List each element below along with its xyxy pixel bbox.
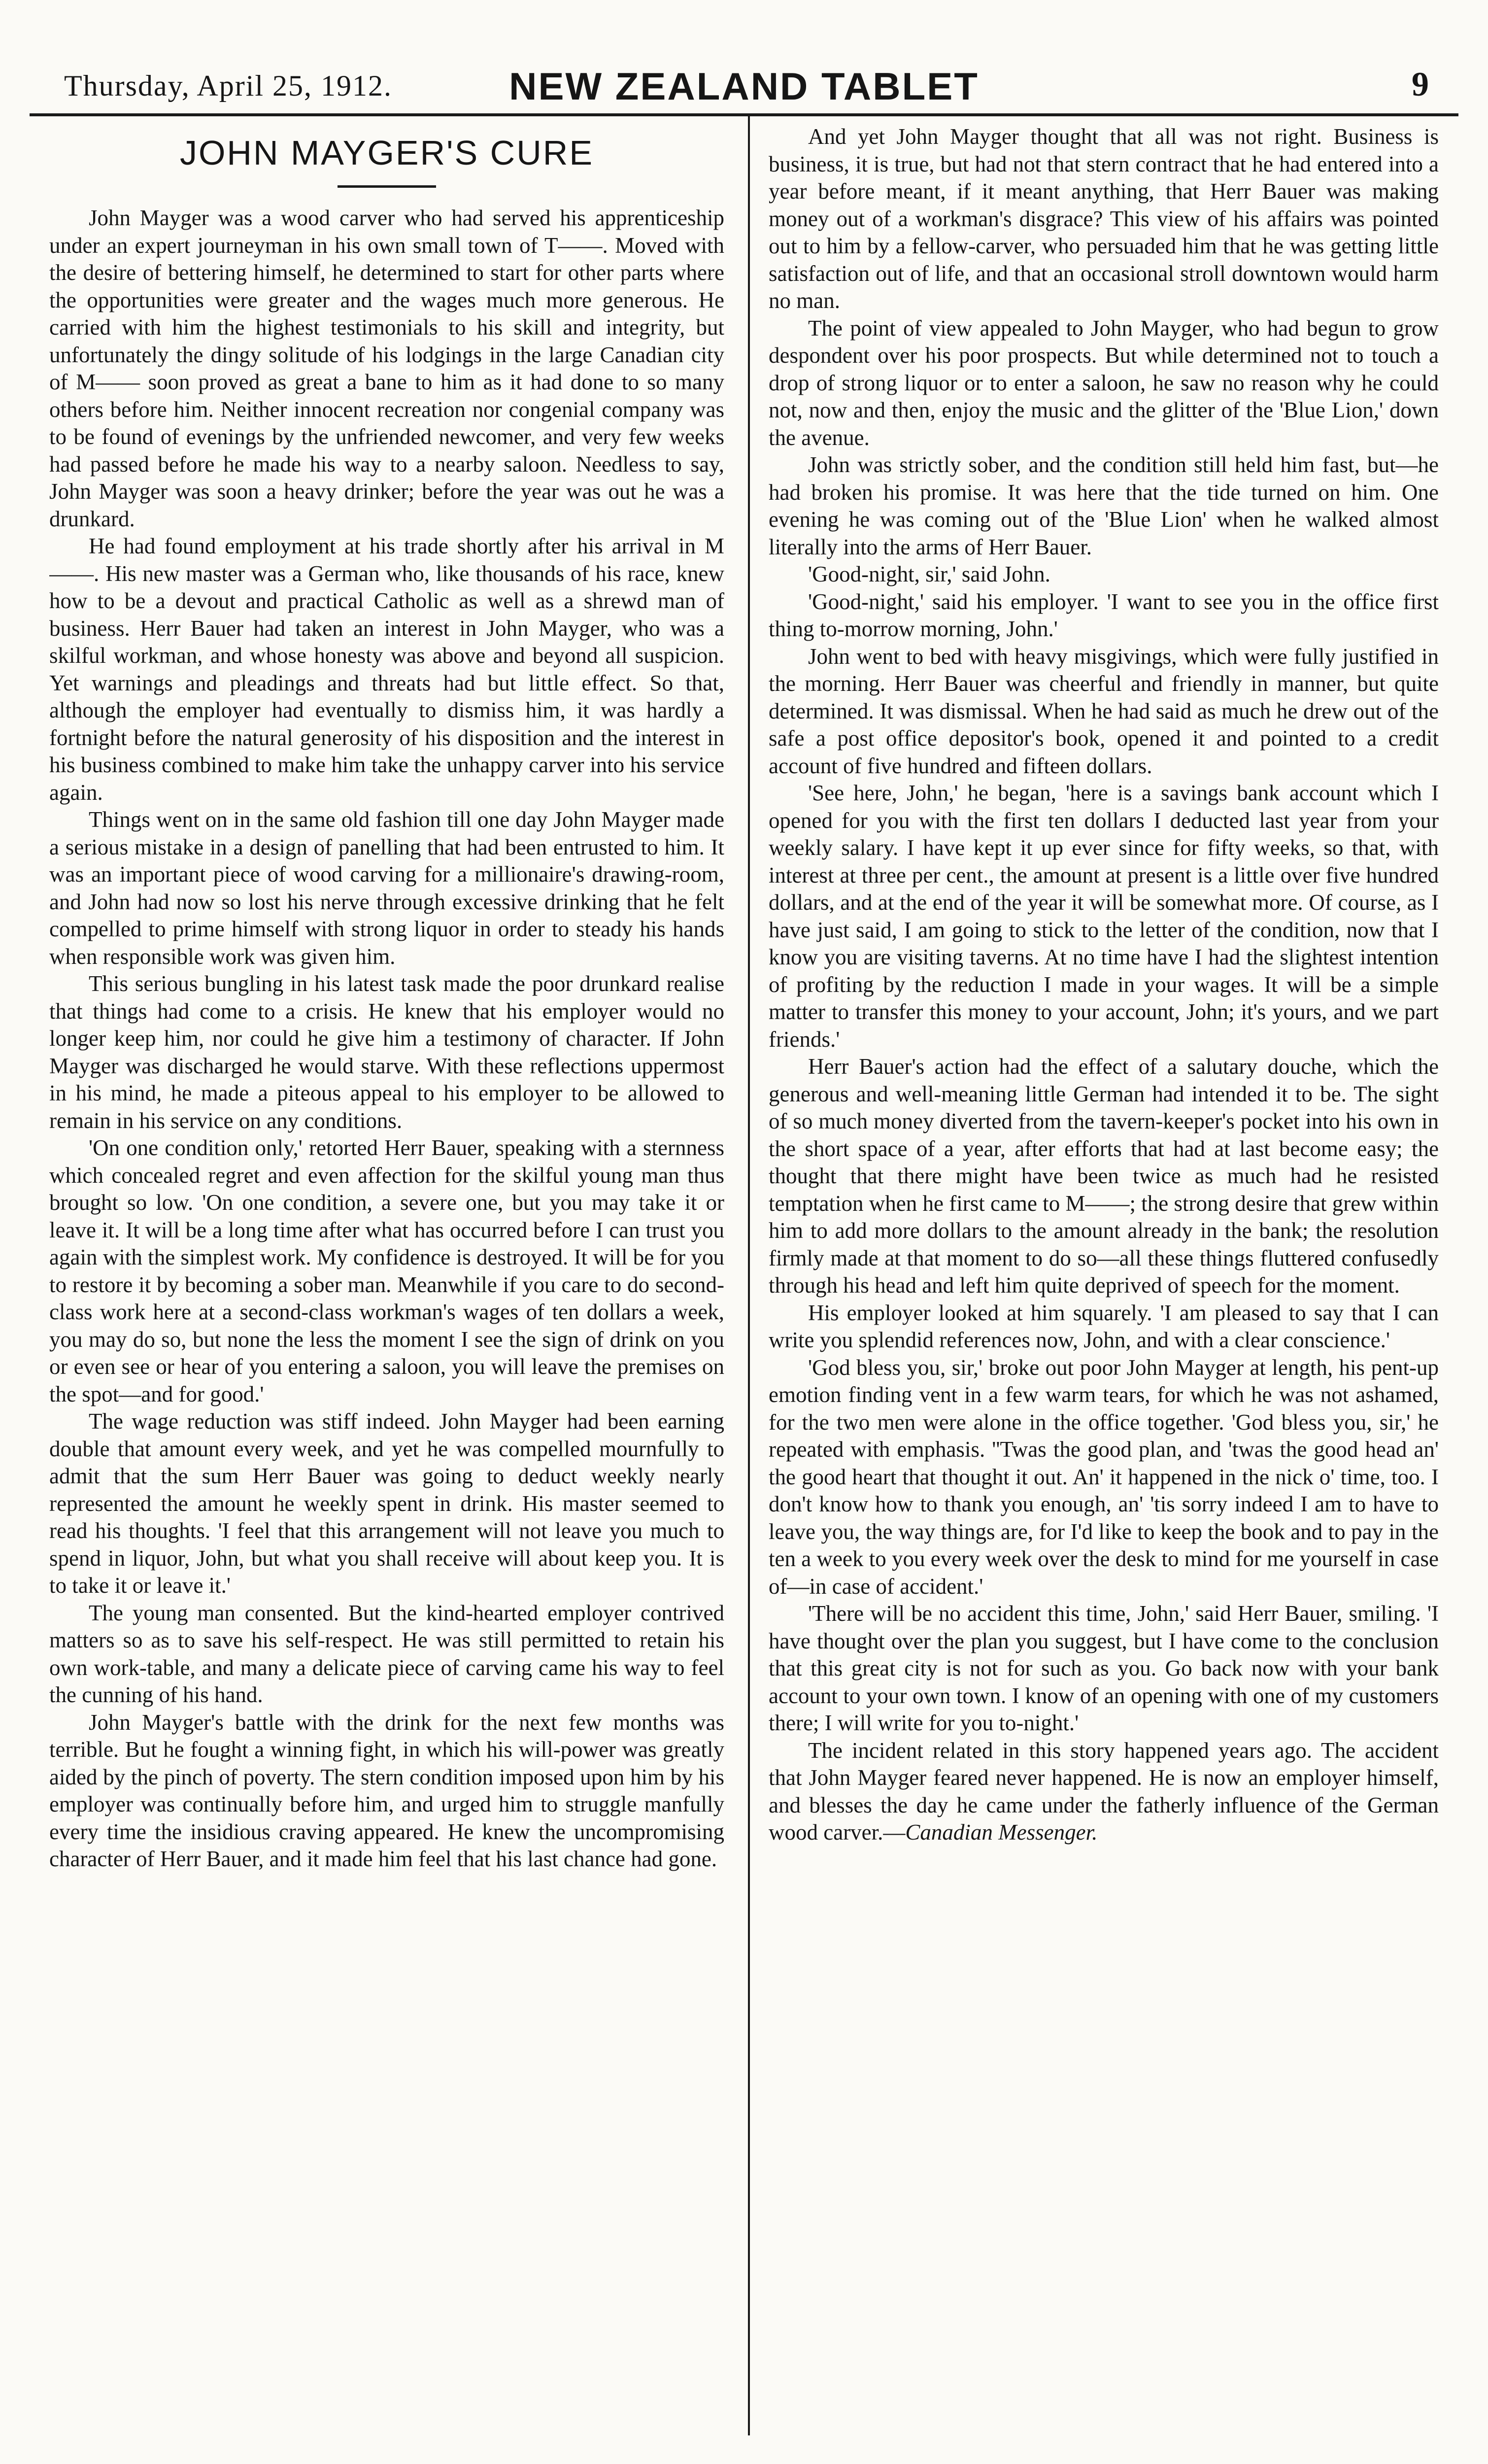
paragraph: His employer looked at him squarely. 'I am pleased to say that I can write you splendid references now, John, and with a clear conscience.' (769, 1300, 1439, 1352)
paragraph: John was strictly sober, and the condition still held him fast, but—he had broken his promise. It was here that the tide turned on him. One evening he was coming out of the 'Blue Lion' when he walked almost literally into the arms of Herr Bauer. (769, 452, 1439, 559)
paragraph: The point of view appealed to John Mayger, who had begun to grow despondent over his poor prospects. But while determined not to touch a drop of strong liquor or to enter a saloon, he saw no reason why he could not, now and then, enjoy the music and the glitter of the 'Blue Lion,' down the avenue. (769, 315, 1439, 450)
source-credit: Canadian Messenger. (905, 1820, 1098, 1845)
paragraph: He had found employment at his trade shortly after his arrival in M——. His new master was a German who, like thousands of his race, knew how to be a devout and practical Catholic as well as a shrewd man of business. Herr Bauer had taken an interest in John Mayger, who was a skilful workman, and whose honesty was above and beyond all suspicion. Yet warnings and pleadings and threats had but little effect. So that, although the employer had eventually to dismiss him, it was hardly a fortnight before the natural generosity of his disposition and the interest in his business combined to make him take the unhappy carver into his service again. (49, 534, 724, 805)
paragraph: Herr Bauer's action had the effect of a salutary douche, which the generous and well-meaning little German had intended it to be. The sight of so much money diverted from the tavern-keeper's pocket into his own in the short space of a year, after efforts that had at last become easy; the thought that there might have been twice as much had he resisted temptation when he first came to M——; the strong desire that grew within him to add more dollars to the amount already in the bank; the resolution firmly made at that moment to do so—all these things fluttered confusedly through his head and left him quite deprived of speech for the moment. (769, 1054, 1439, 1298)
article-title: JOHN MAYGER'S CURE (179, 134, 594, 172)
paragraph: 'See here, John,' he began, 'here is a savings bank account which I opened for you with the first ten dollars I deducted last year from your weekly salary. I have kept it up ever since for fifty weeks, so that, with interest at three per cent., the amount at present is a little over five hundred dollars, and at the end of the year it will be somewhat more. Of course, as I have just said, I am going to stick to the letter of the condition, now that I know you are visiting taverns. At no time have I had the slightest intention of profiting by the reduction I made in your wages. It will be a simple matter to transfer this money to your account, John; it's yours, and we part friends.' (769, 781, 1439, 1052)
paragraph: And yet John Mayger thought that all was not right. Business is business, it is true, but had not that stern contract that he had entered into a year before meant, if it meant anything, that Herr Bauer was making money out of a workman's disgrace? This view of his affairs was pointed out to him by a fellow-carver, who persuaded him that he was getting little satisfaction out of life, and that an occasional stroll downtown would harm no man. (769, 124, 1439, 313)
paragraph: Things went on in the same old fashion till one day John Mayger made a serious mistake in a design of panelling that had been entrusted to him. It was an important piece of wood carving for a millionaire's drawing-room, and John had now so lost his nerve through excessive drinking that he felt compelled to prime himself with strong liquor in order to steady his hands when responsible work was given him. (49, 807, 724, 969)
paragraph: This serious bungling in his latest task made the poor drunkard realise that things had come to a crisis. He knew that his employer would no longer keep him, nor could he give him a testimony of character. If John Mayger was discharged he would starve. With these reflections uppermost in his mind, he made a piteous appeal to his employer to be allowed to remain in his service on any conditions. (49, 971, 724, 1133)
paragraph: 'Good-night, sir,' said John. (808, 562, 1050, 586)
left-column (49, 123, 724, 2439)
closing-text: The incident related in this story happened years ago. The accident that John Mayger feared never happened. He is now an employer himself, and blesses the day he came under the fatherly influence of the German wood carver.— (769, 1738, 1439, 1845)
column-divider (748, 114, 750, 2435)
paragraph: 'Good-night,' said his employer. 'I want to see you in the office first thing to-morrow morning, John.' (769, 589, 1439, 641)
masthead: NEW ZEALAND TABLET (509, 65, 979, 108)
paragraph: John Mayger was a wood carver who had served his apprenticeship under an expert journeyman in his own small town of T——. Moved with the desire of bettering himself, he determined to start for other parts where the opportunities were greater and the wages much more generous. He carried with him the highest testimonials to his skill and integrity, but unfortunately the dingy solitude of his lodgings in the large Canadian city of M—— soon proved as great a bane to him as it had done to so many others before him. Neither innocent recreation nor congenial company was to be found of evenings by the unfriended newcomer, and very few weeks had passed before he made his way to a nearby saloon. Needless to say, John Mayger was soon a heavy drinker; before the year was out he was a drunkard. (49, 205, 724, 531)
right-column (769, 123, 1439, 2439)
paragraph: 'There will be no accident this time, John,' said Herr Bauer, smiling. 'I have thought over the plan you suggest, but I have come to the conclusion that this great city is not for such as you. Go back now with your bank account to your own town. I know of an opening with one of my customers there; I will write for you to-night.' (769, 1601, 1439, 1735)
paragraph: The young man consented. But the kind-hearted employer contrived matters so as to save his self-respect. He was still permitted to retain his own work-table, and many a delicate piece of carving came his way to feel the cunning of his hand. (49, 1600, 724, 1707)
paragraph: John went to bed with heavy misgivings, which were fully justified in the morning. Herr Bauer was cheerful and friendly in manner, but quite determined. It was dismissal. When he had said as much he drew out of the safe a post office depositor's book, opened it and pointed to a credit account of five hundred and fifteen dollars. (769, 644, 1439, 778)
issue-date: Thursday, April 25, 1912. (64, 69, 393, 102)
paragraph: 'God bless you, sir,' broke out poor John Mayger at length, his pent-up emotion finding vent in a few warm tears, for which he was not ashamed, for the two men were alone in the office together. 'God bless you, sir,' he repeated with emphasis. ''Twas the good plan, and 'twas the good head an' the good heart that thought it out. An' it happened in the nick o' time, too. I don't know how to thank you enough, an' 'tis sorry indeed I am to have to leave you, the way things are, for I'd like to keep the book and to pay in the ten a week to you every week over the desk to mind for me yourself in case of—in case of accident.' (769, 1355, 1439, 1599)
page-number: 9 (1412, 66, 1429, 103)
paragraph: The wage reduction was stiff indeed. John Mayger had been earning double that amount every week, and yet he was compelled mournfully to admit that the sum Herr Bauer was going to deduct weekly nearly represented the amount he weekly spent in drink. His master seemed to read his thoughts. 'I feel that this arrangement will not leave you much to spend in liquor, John, but what you shall receive will about keep you. It is to take it or leave it.' (49, 1409, 724, 1598)
closing-paragraph (769, 1737, 1439, 1847)
title-rule (338, 185, 436, 188)
paragraph: 'On one condition only,' retorted Herr Bauer, speaking with a sternness which concealed regret and even affection for the skilful young man thus brought so low. 'On one condition, a severe one, but you may take it or leave it. It will be a long time after what has occurred before I can trust you again with the simplest work. My confidence is destroyed. It will be for you to restore it by becoming a sober man. Meanwhile if you care to do second-class work here at a second-class workman's wages of ten dollars a week, you may do so, but none the less the moment I see the sign of drink on you or even see or hear of you entering a saloon, you will leave the premises on the spot—and for good.' (49, 1135, 724, 1406)
paragraph: John Mayger's battle with the drink for the next few months was terrible. But he fought a winning fight, in which his will-power was greatly aided by the pinch of poverty. The stern condition imposed upon him by his employer was continually before him, and urged him to struggle manfully every time the insidious craving appeared. He knew the uncompromising character of Herr Bauer, and it made him feel that his last chance had gone. (49, 1710, 724, 1871)
page-header (30, 30, 1458, 116)
